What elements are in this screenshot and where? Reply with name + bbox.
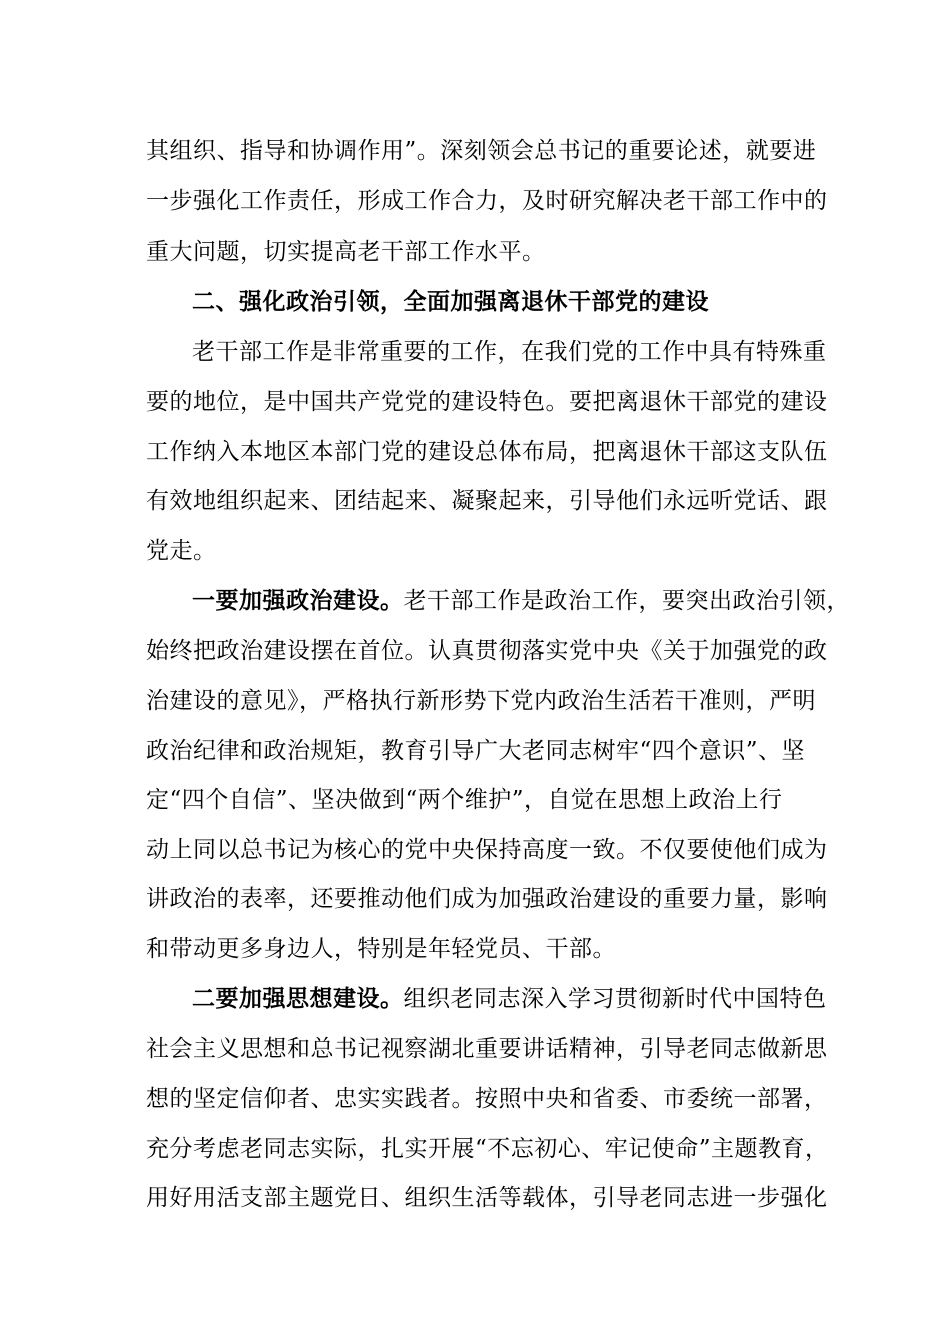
body-text-line: 用好用活支部主题党日、组织生活等载体，引导老同志进一步强化 xyxy=(146,1185,828,1211)
body-text-line: 动上同以总书记为核心的党中央保持高度一致。不仅要使他们成为 xyxy=(146,837,828,863)
body-text-line: 其组织、指导和协调作用”。深刻领会总书记的重要论述，就要进 xyxy=(146,138,817,164)
body-text-line: 社会主义思想和总书记视察湖北重要讲话精神，引导老同志做新思 xyxy=(146,1036,828,1062)
body-text-line: 党走。 xyxy=(146,538,217,564)
paragraph-lead: 一要加强政治建设。 xyxy=(192,588,404,614)
body-text-line: 治建设的意见》，严格执行新形势下党内政治生活若干准则，严明 xyxy=(146,688,816,714)
body-text-line: 定“四个自信”、坚决做到“两个维护”，自觉在思想上政治上行 xyxy=(146,787,783,813)
body-text-line: 想的坚定信仰者、忠实实践者。按照中央和省委、市委统一部署， xyxy=(146,1086,828,1112)
body-text-line: 讲政治的表率，还要推动他们成为加强政治建设的重要力量，影响 xyxy=(146,886,828,912)
body-text-line: 始终把政治建设摆在首位。认真贯彻落实党中央《关于加强党的政 xyxy=(146,638,828,664)
paragraph-first-line xyxy=(192,984,827,1014)
body-text-line: 重大问题，切实提高老干部工作水平。 xyxy=(146,239,546,265)
paragraph-first-line xyxy=(192,586,850,616)
paragraph-text: 老干部工作是政治工作，要突出政治引领， xyxy=(403,588,850,614)
body-text-line: 有效地组织起来、团结起来、凝聚起来，引导他们永远听党话、跟 xyxy=(146,488,828,514)
body-text-line: 政治纪律和政治规矩，教育引导广大老同志树牢“四个意识”、坚 xyxy=(146,738,806,764)
paragraph-text: 组织老同志深入学习贯彻新时代中国特色 xyxy=(403,986,827,1012)
body-text-line: 要的地位，是中国共产党党的建设特色。要把离退休干部党的建设 xyxy=(146,389,828,415)
body-text-line: 工作纳入本地区本部门党的建设总体布局，把离退休干部这支队伍 xyxy=(146,439,828,465)
body-text-line: 充分考虑老同志实际，扎实开展“不忘初心、牢记使命”主题教育， xyxy=(146,1136,829,1162)
paragraph-lead: 二要加强思想建设。 xyxy=(192,986,404,1012)
body-text-line: 和带动更多身边人，特别是年轻党员、干部。 xyxy=(146,936,616,962)
section-heading: 二、强化政治引领，全面加强离退休干部党的建设 xyxy=(192,289,709,315)
body-text-line: 一步强化工作责任，形成工作合力，及时研究解决老干部工作中的 xyxy=(146,188,828,214)
body-text-line: 老干部工作是非常重要的工作，在我们党的工作中具有特殊重 xyxy=(192,339,827,365)
